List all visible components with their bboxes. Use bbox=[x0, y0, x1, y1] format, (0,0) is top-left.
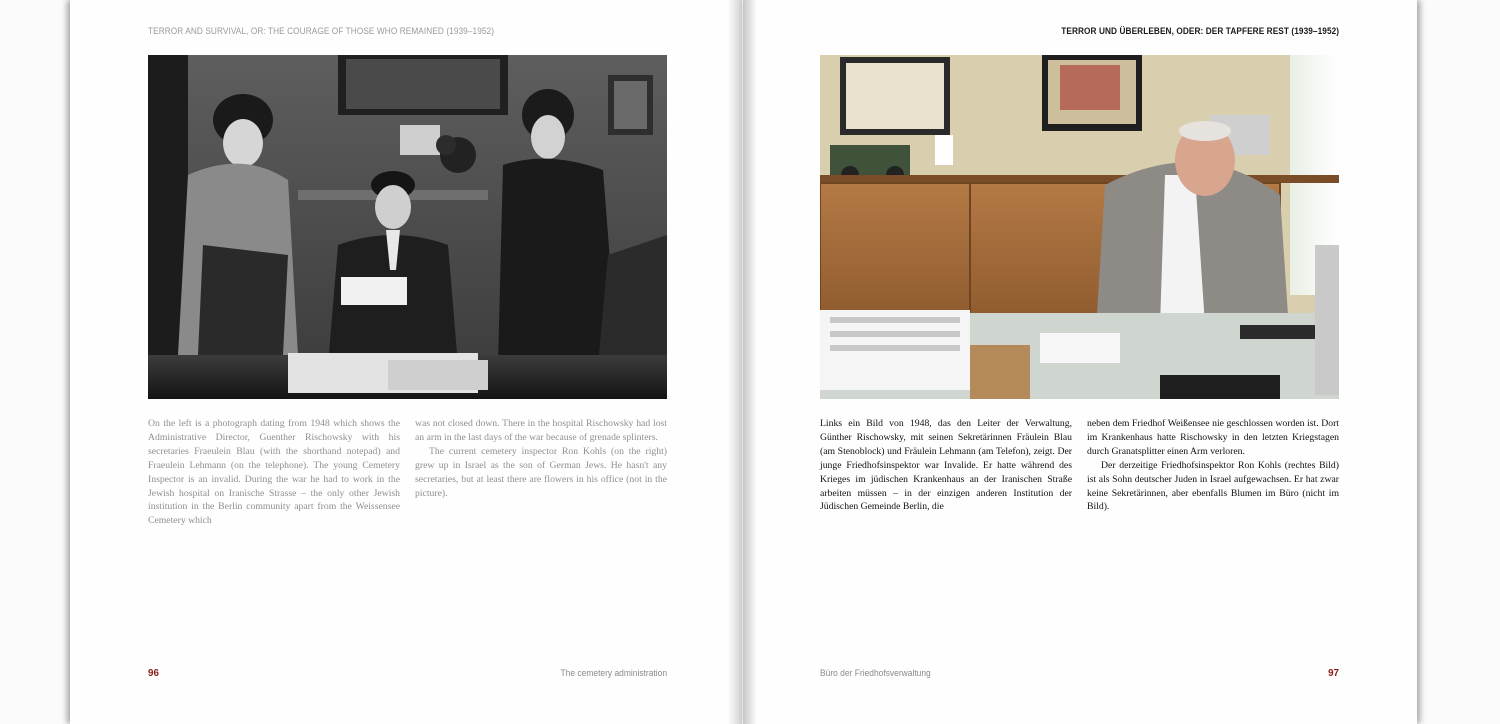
caption-paragraph: neben dem Friedhof Weißensee nie geschlossen worden ist. Dort im Krankenhaus hatte Rischowsky in den letzten Kriegstagen durch Granatsplitter einen Arm verloren. bbox=[1087, 418, 1339, 457]
running-head-right: TERROR UND ÜBERLEBEN, ODER: DER TAPFERE REST (1939–1952) bbox=[1061, 26, 1339, 37]
caption-col-1-left bbox=[148, 417, 400, 528]
gutter-shadow-right bbox=[743, 0, 757, 724]
caption-col-2-left bbox=[415, 417, 667, 500]
caption-col-2-right bbox=[1087, 417, 1339, 514]
page-number-right: 97 bbox=[1328, 668, 1339, 679]
caption-paragraph: On the left is a photograph dating from 1948 which shows the Administrative Director, Guenther Rischowsky with his secretaries Fraeulein Blau (with the shorthand notepad) and Fraeulein Lehmann (on the telephone). The young Cemetery Inspector is an invalid. During the war he had to work in the Jewish hospital on Iranische Strasse – the only other Jewish institution in the Berlin community apart from the Weissensee Cemetery which bbox=[148, 418, 400, 527]
page-number-left: 96 bbox=[148, 668, 159, 679]
right-page bbox=[743, 0, 1417, 724]
footer-title-left: The cemetery administration bbox=[560, 668, 667, 679]
gutter-shadow-left bbox=[728, 0, 742, 724]
caption-col-1-right bbox=[820, 417, 1072, 514]
historical-photo-illustration bbox=[148, 55, 667, 399]
caption-paragraph: The current cemetery inspector Ron Kohls (on the right) grew up in Israel as the son of German Jews. He hasn't any secretaries, but at least there are flowers in his office (not in the picture). bbox=[415, 445, 667, 499]
caption-paragraph: Der derzeitige Friedhofsinspektor Ron Kohls (rechtes Bild) ist als Sohn deutscher Juden in Israel aufgewachsen. Er hat zwar keine Sekretärinnen, aber ebenfalls Blumen im Büro (nicht im Bild). bbox=[1087, 459, 1339, 513]
caption-paragraph: Links ein Bild von 1948, das den Leiter der Verwaltung, Günther Rischowsky, mit seinen Sekretärinnen Fräulein Blau (am Stenoblock) und Fräulein Lehmann (am Telefon), zeigt. Der junge Friedhofsinspektor war Invalide. Er hatte während des Krieges im jüdischen Krankenhaus an der Iranischen Straße arbeiten müssen – in der einzigen anderen Institution der Jüdischen Gemeinde Berlin, die bbox=[820, 418, 1072, 513]
modern-office-photo bbox=[820, 55, 1339, 399]
left-page bbox=[70, 0, 742, 724]
historical-office-photo bbox=[148, 55, 667, 399]
caption-paragraph: was not closed down. There in the hospital Rischowsky had lost an arm in the last days of the war because of grenade splinters. bbox=[415, 418, 667, 443]
running-head-left: TERROR AND SURVIVAL, OR: THE COURAGE OF THOSE WHO REMAINED (1939–1952) bbox=[148, 26, 495, 37]
modern-photo-illustration bbox=[820, 55, 1339, 399]
footer-title-right: Büro der Friedhofsverwaltung bbox=[820, 668, 931, 679]
